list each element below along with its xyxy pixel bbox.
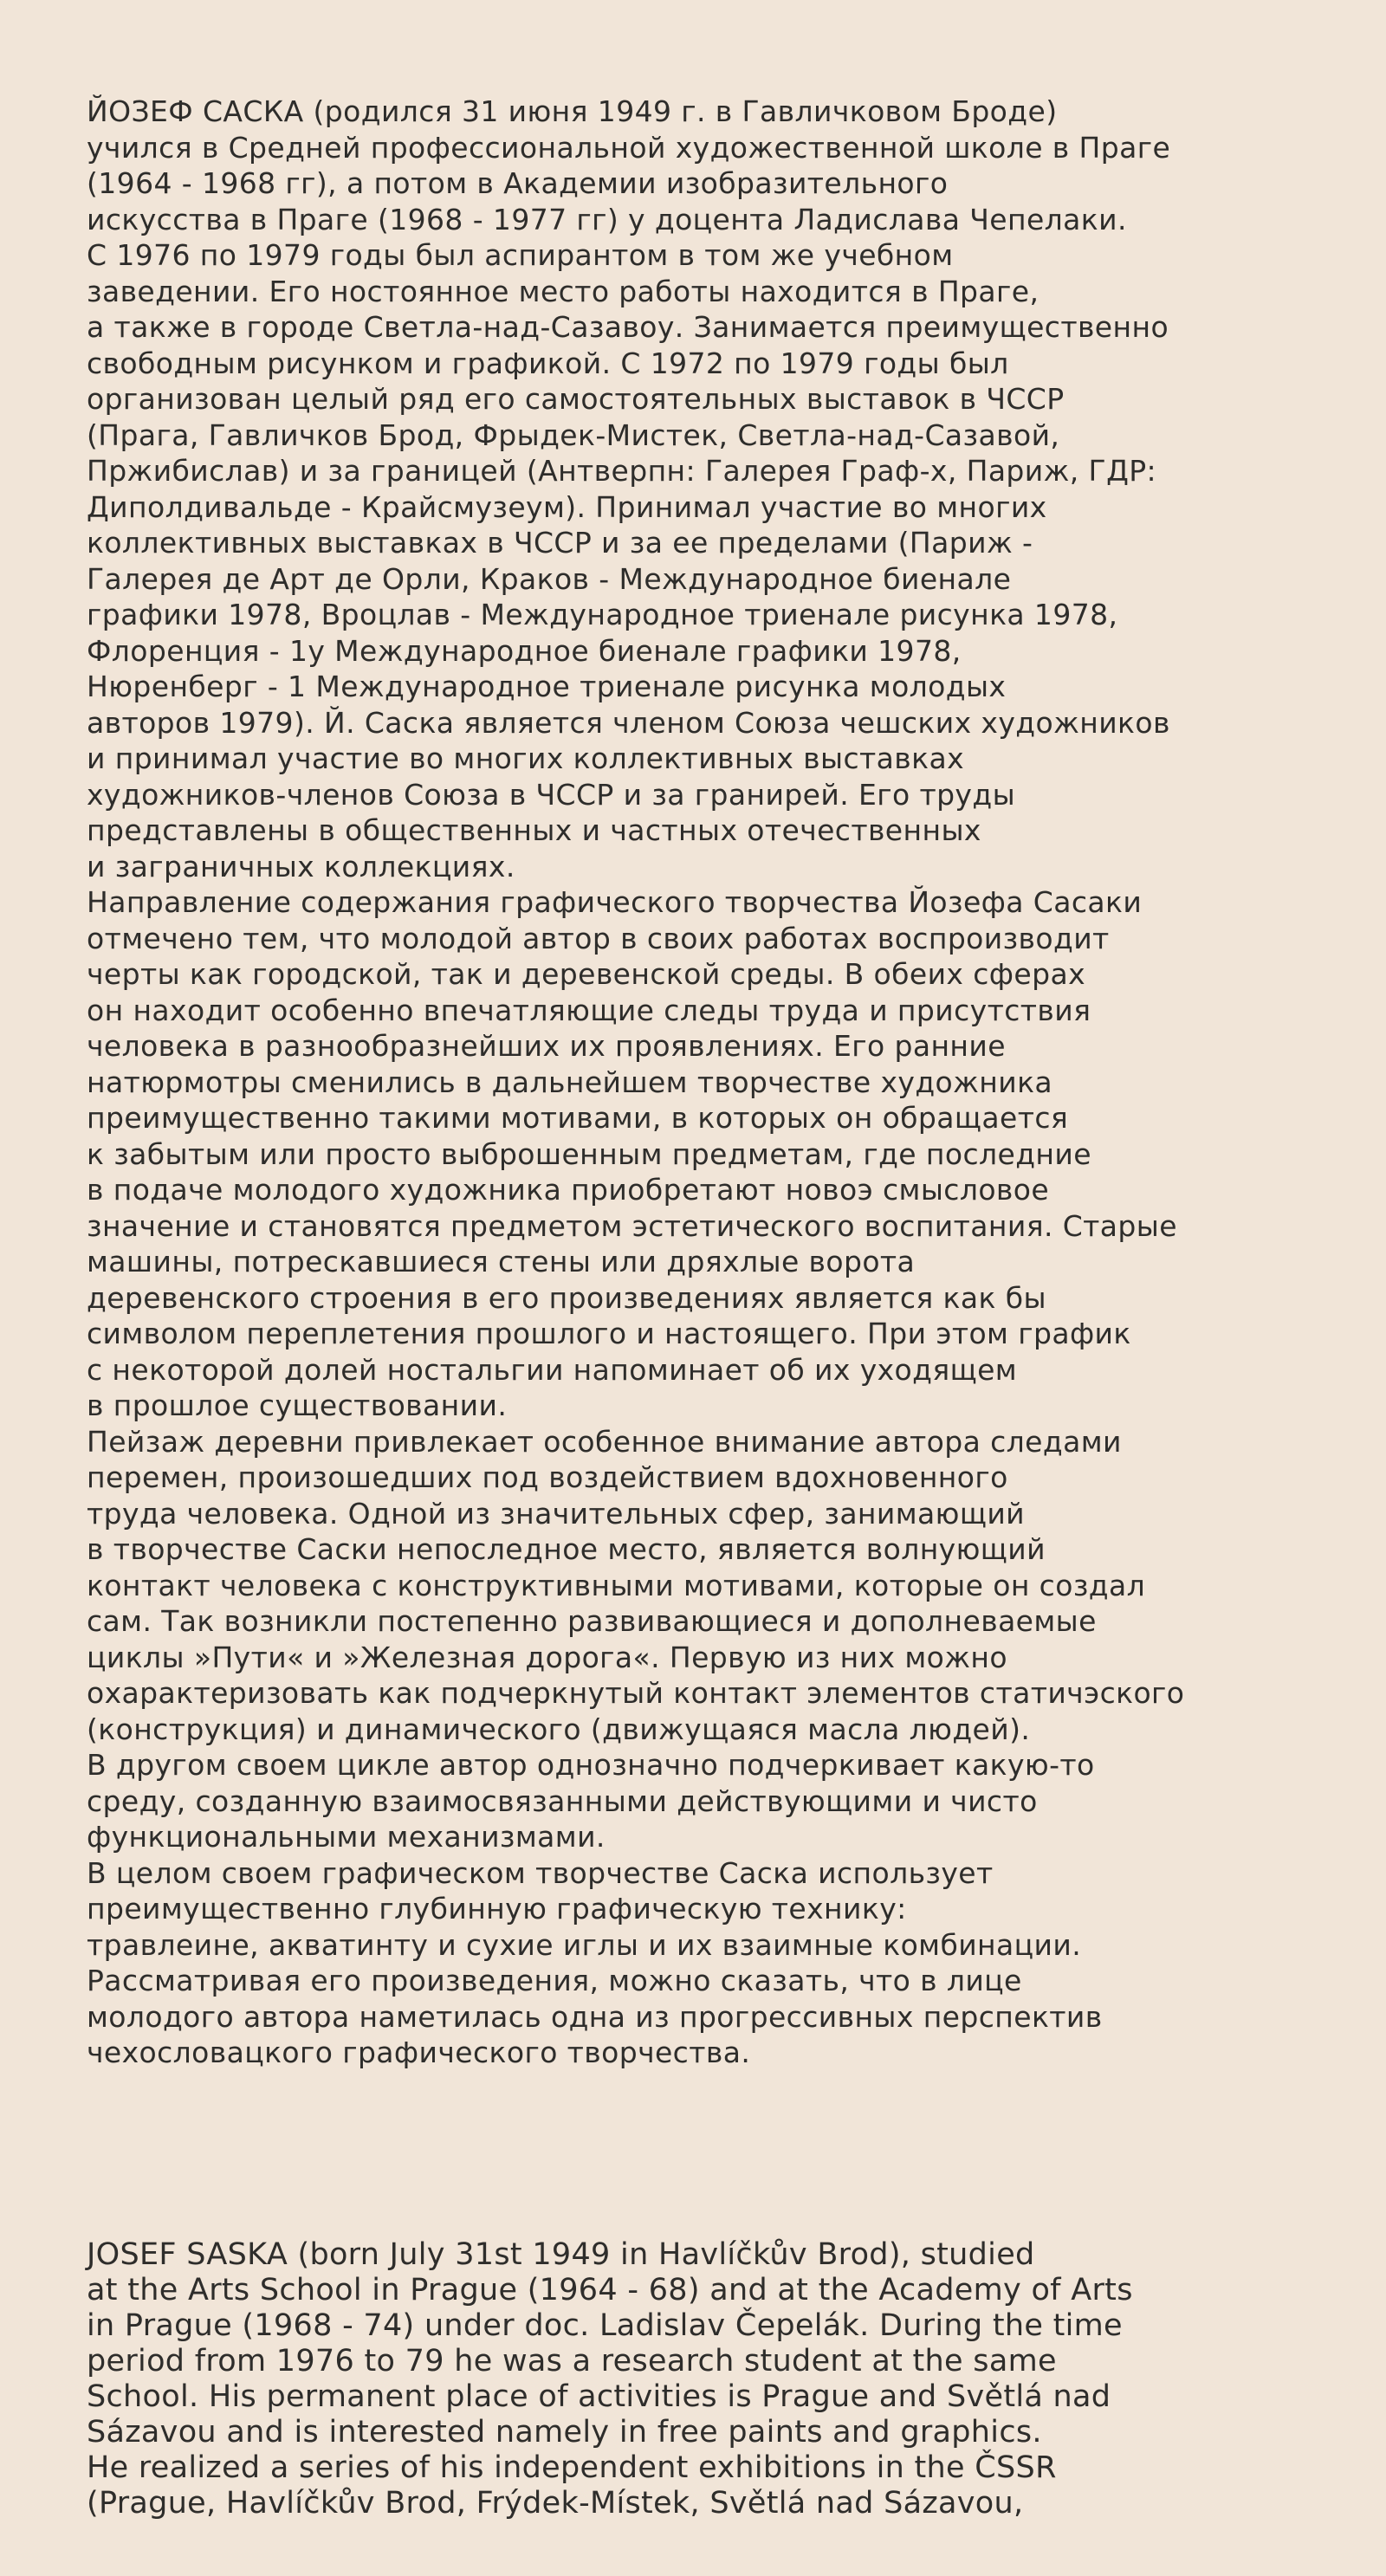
text-line: Пейзаж деревни привлекает особенное внимание автора следами (87, 1424, 1122, 1459)
text-line: Флоренция - 1у Международное биенале графики 1978, (87, 633, 962, 668)
text-line: в творчестве Саски непоследное место, является волнующий (87, 1532, 1046, 1566)
text-line: значение и становятся предметом эстетического воспитания. Старые (87, 1208, 1177, 1243)
text-line: чехословацкого графического творчества. (87, 2036, 751, 2069)
text-line: (1964 - 1968 гг), а потом в Академии изобразительного (87, 166, 949, 200)
text-line: Sázavou and is interested namely in free paints and graphics. (87, 2415, 1042, 2450)
text-line: контакт человека с конструктивными мотивами, которые он создал (87, 1568, 1146, 1602)
text-line: (Прага, Гавличков Брод, Фрыдек-Мистек, Светла-над-Сазавой, (87, 417, 1060, 452)
text-line: Нюренберг - 1 Международное триенале рисунка молодых (87, 670, 1007, 703)
text-line: травлеине, акватинту и сухие иглы и их взаимные комбинации. (87, 1927, 1082, 1962)
text-line: машины, потрескавшиеся стены или дряхлые ворота (87, 1245, 916, 1278)
text-line: организован целый ряд его самостоятельных выставок в ЧССР (87, 382, 1065, 416)
text-line: и заграничных коллекциях. (87, 849, 515, 883)
text-line: заведении. Его ностоянное место работы находится в Праге, (87, 274, 1040, 308)
text-line: человека в разнообразнейших их проявлениях. Его ранние (87, 1029, 1006, 1063)
text-line: отмечено тем, что молодой автор в своих работах воспроизводит (87, 921, 1110, 955)
text-line: он находит особенно впечатляющие следы труда и присутствия (87, 993, 1091, 1027)
text-line: с некоторой долей ностальгии напоминает об их уходящем (87, 1352, 1018, 1387)
text-line: охарактеризовать как подчеркнутый контакт элементов статичэского (87, 1676, 1185, 1710)
biography-page (87, 94, 1343, 2521)
text-line: труда человека. Одной из значительных сфер, занимающий (87, 1496, 1026, 1531)
text-line: (Prague, Havlíčkův Brod, Frýdek-Místek, Světlá nad Sázavou, (87, 2486, 1024, 2521)
russian-biography-text (87, 94, 1343, 2071)
text-line: Диполдивальде - Крайсмузеум). Принимал участие во многих (87, 489, 1047, 524)
english-biography-text (87, 2237, 1133, 2521)
text-line: at the Arts School in Prague (1964 - 68) and at the Academy of Arts (87, 2273, 1133, 2307)
text-line: к забытым или просто выброшенным предметам, где последние (87, 1136, 1091, 1171)
text-line: JOSEF SASKA (born July 31st 1949 in Havlíčkův Brod), studied (87, 2237, 1035, 2272)
text-line: Пржибислав) и за границей (Антверпн: Галерея Граф-х, Париж, ГДР: (87, 454, 1157, 488)
text-line: in Prague (1968 - 74) under doc. Ladislav Čepelák. During the time (87, 2308, 1123, 2343)
text-line: авторов 1979). Й. Саска является членом Союза чешских художников (87, 705, 1170, 740)
text-line: В целом своем графическом творчестве Саска использует (87, 1855, 994, 1890)
text-line: Рассматривая его произведения, можно сказать, что в лице (87, 1964, 1022, 1997)
text-line: С 1976 по 1979 годы был аспирантом в том же учебном (87, 238, 954, 272)
text-line: преимущественно глубинную графическую технику: (87, 1892, 907, 1926)
text-line: циклы »Пути« и »Железная дорога«. Первую из них можно (87, 1640, 1007, 1674)
text-line: В другом своем цикле автор однозначно подчеркивает какую-то (87, 1748, 1095, 1782)
text-line: молодого автора наметилась одна из прогрессивных перспектив (87, 1999, 1103, 2034)
text-line: графики 1978, Вроцлав - Международное триенале рисунка 1978, (87, 598, 1118, 631)
text-line: и принимал участие во многих коллективных выставках (87, 741, 965, 775)
text-line: преимущественно такими мотивами, в которых он обращается (87, 1101, 1069, 1135)
text-line: School. His permanent place of activities is Prague and Světlá nad (87, 2379, 1111, 2414)
text-line: а также в городе Светла-над-Сазавоу. Занимается преимущественно (87, 310, 1169, 344)
text-line: в прошлое существовании. (87, 1388, 508, 1422)
text-line: функциональными механизмами. (87, 1820, 606, 1854)
text-line: ЙОЗЕФ САСКА (родился 31 июня 1949 г. в Гавличковом Броде) (87, 94, 1058, 128)
text-line: искусства в Праге (1968 - 1977 гг) у доцента Ладислава Чепелаки. (87, 202, 1127, 236)
text-line: символом переплетения прошлого и настоящего. При этом график (87, 1317, 1131, 1350)
text-line: художников-членов Союза в ЧССР и за гранирей. Его труды (87, 777, 1016, 812)
text-line: Галерея де Арт де Орли, Краков - Международное биенале (87, 561, 1012, 596)
text-line: Направление содержания графического творчества Йозефа Сасаки (87, 885, 1143, 919)
text-line: деревенского строения в его произведениях является как бы (87, 1280, 1046, 1315)
text-line: period from 1976 to 79 he was a research student at the same (87, 2344, 1057, 2379)
text-line: среду, созданную взаимосвязанными действующими и чисто (87, 1783, 1038, 1818)
text-line: (конструкция) и динамического (движущаяся масла людей). (87, 1712, 1031, 1746)
text-line: свободным рисунком и графикой. С 1972 по 1979 годы был (87, 346, 1009, 380)
text-line: в подаче молодого художника приобретают новоэ смысловое (87, 1173, 1050, 1207)
text-line: представлены в общественных и частных отечественных (87, 813, 981, 847)
text-line: натюрмотры сменились в дальнейшем творчестве художника (87, 1065, 1053, 1099)
text-line: черты как городской, так и деревенской среды. В обеих сферах (87, 957, 1086, 991)
text-line: He realized a series of his independent exhibitions in the ČSSR (87, 2450, 1057, 2485)
text-line: учился в Средней профессиональной художественной школе в Праге (87, 130, 1171, 165)
text-line: сам. Так возникли постепенно развивающиеся и дополневаемые (87, 1604, 1097, 1638)
text-line: перемен, произошедших под воздействием вдохновенного (87, 1460, 1008, 1494)
text-line: коллективных выставках в ЧССР и за ее пределами (Париж - (87, 526, 1033, 560)
